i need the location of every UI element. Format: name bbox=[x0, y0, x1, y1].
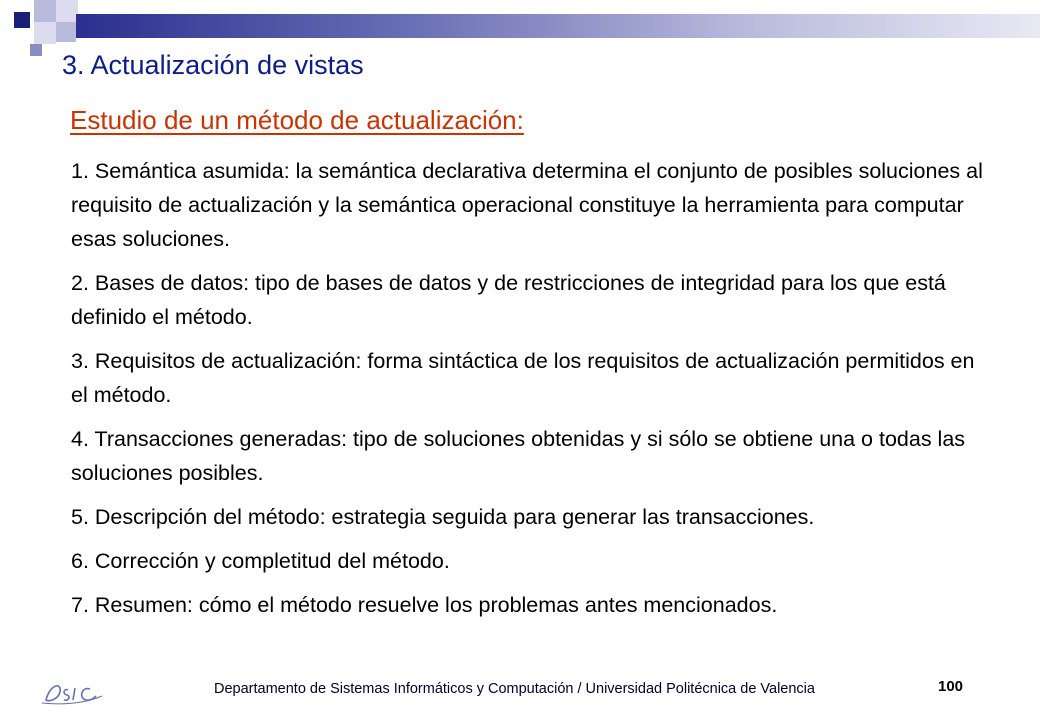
slide-subtitle: Estudio de un método de actualización: bbox=[70, 105, 524, 135]
page-number: 100 bbox=[938, 678, 964, 695]
list-item: 6. Corrección y completitud del método. bbox=[71, 549, 450, 573]
slide-title: 3. Actualización de vistas bbox=[62, 50, 364, 80]
list-item: 5. Descripción del método: estrategia seguida para generar las transacciones. bbox=[71, 505, 815, 529]
list-item: 7. Resumen: cómo el método resuelve los problemas antes mencionados. bbox=[71, 593, 778, 617]
list-item: 2. Bases de datos: tipo de bases de datos y de restricciones de integridad para los que está definido el método. bbox=[71, 271, 946, 329]
list-item: 1. Semántica asumida: la semántica declarativa determina el conjunto de posibles soluciones al requisito de actualización y la semántica operacional constituye la herramienta para computar esas soluciones. bbox=[71, 159, 983, 251]
footer-department: Departamento de Sistemas Informáticos y Computación / Universidad Politécnica de Valencia bbox=[214, 681, 815, 697]
list-item: 4. Transacciones generadas: tipo de soluciones obtenidas y si sólo se obtiene una o todas las soluciones posibles. bbox=[71, 427, 966, 485]
item-list bbox=[71, 154, 991, 632]
list-item: 3. Requisitos de actualización: forma sintáctica de los requisitos de actualización permitidos en el método. bbox=[71, 349, 975, 407]
dsic-logo-icon bbox=[40, 678, 106, 706]
header-bar bbox=[76, 14, 1040, 38]
